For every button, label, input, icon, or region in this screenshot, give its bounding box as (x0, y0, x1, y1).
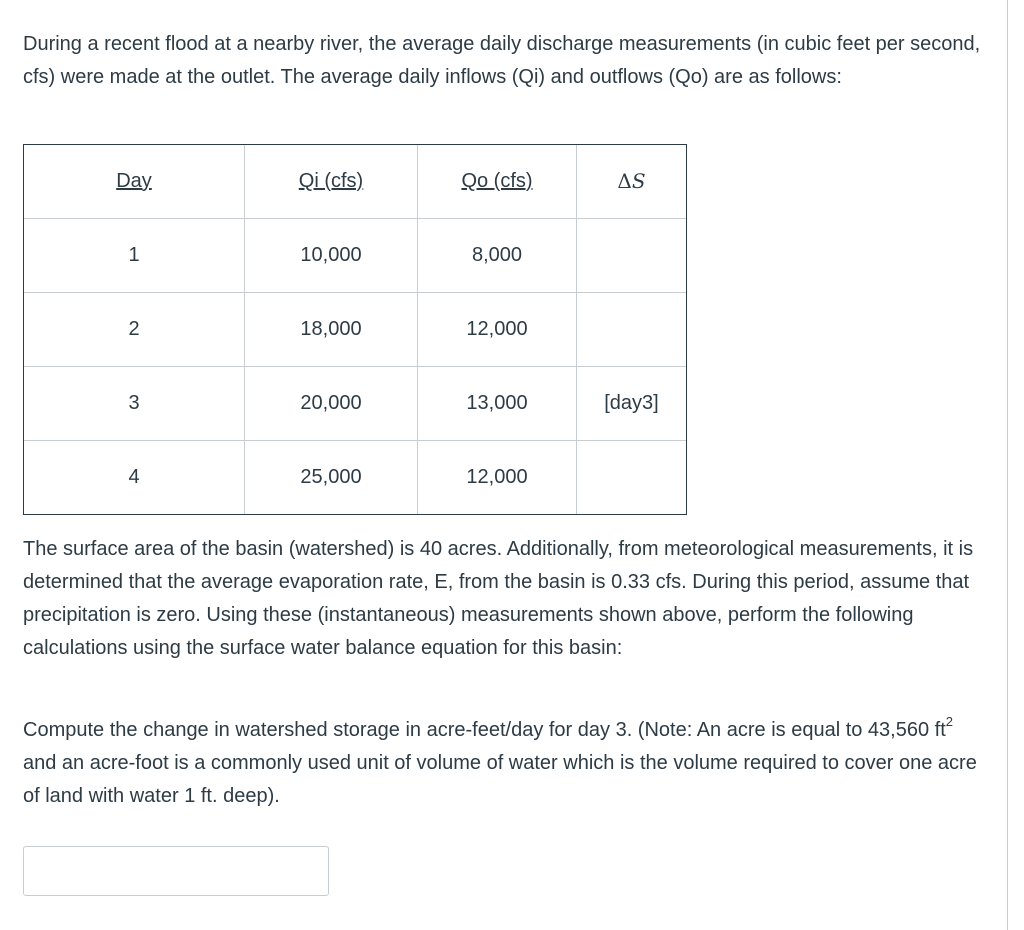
table-header-row (24, 145, 687, 219)
question-paragraph-2: The surface area of the basin (watershed) is 40 acres. Additionally, from meteorological measurements, it is determined that the average evaporation rate, E, from the basin is 0.33 cfs. During this period, assume that precipitation is zero. Using these (instantaneous) measurements shown above, perform the following calculations using the surface water balance equation for this basin: (23, 538, 974, 659)
question-content (23, 28, 983, 94)
cell-ds (577, 441, 687, 515)
question-intro: During a recent flood at a nearby river, the average daily discharge measurements (in cubic feet per second, cfs) were made at the outlet. The average daily inflows (Qi) and outflows (Qo) are as follows: (23, 33, 981, 88)
paragraph-3-part-2: and an acre-foot is a commonly used unit of volume of water which is the volume required to cover one acre of land with water 1 ft. deep). (23, 752, 977, 807)
cell-qi: 18,000 (245, 293, 418, 367)
storage-symbol: S (631, 169, 646, 193)
table-row (24, 441, 687, 515)
paragraph-3-part-1: Compute the change in watershed storage in acre-feet/day for day 3. (Note: An acre is equal to 43,560 ft (23, 719, 946, 741)
cell-qi: 10,000 (245, 219, 418, 293)
cell-ds (577, 219, 687, 293)
cell-day: 3 (24, 367, 245, 441)
answer-input[interactable] (23, 846, 329, 896)
superscript-2: 2 (945, 714, 954, 730)
page-right-border (1007, 0, 1008, 930)
table-row (24, 293, 687, 367)
table-row (24, 219, 687, 293)
header-day: Day (24, 145, 245, 219)
cell-ds (577, 293, 687, 367)
question-paragraph-3 (23, 714, 983, 813)
cell-qo: 13,000 (418, 367, 577, 441)
cell-day: 2 (24, 293, 245, 367)
cell-qo: 8,000 (418, 219, 577, 293)
table-row (24, 367, 687, 441)
cell-qi: 20,000 (245, 367, 418, 441)
header-delta-s (577, 145, 687, 219)
header-qi: Qi (cfs) (245, 145, 418, 219)
header-qo: Qo (cfs) (418, 145, 577, 219)
cell-day: 1 (24, 219, 245, 293)
cell-qo: 12,000 (418, 293, 577, 367)
cell-qi: 25,000 (245, 441, 418, 515)
cell-qo: 12,000 (418, 441, 577, 515)
flow-table (23, 144, 687, 515)
cell-ds-day3: [day3] (577, 367, 687, 441)
delta-symbol: Δ (617, 169, 632, 193)
cell-day: 4 (24, 441, 245, 515)
